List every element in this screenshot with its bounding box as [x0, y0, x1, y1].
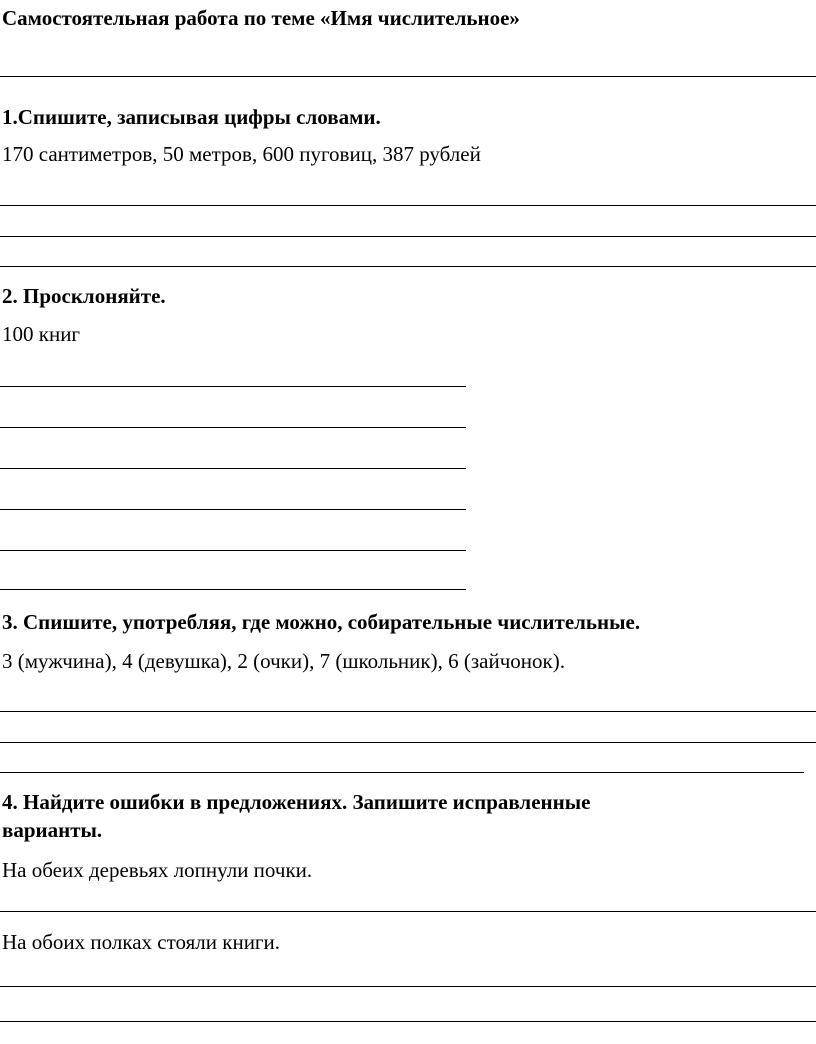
answer-line: [0, 589, 466, 590]
task4-sentence2: На обоих полках стояли книги.: [2, 930, 281, 954]
answer-line: [0, 386, 466, 387]
answer-line: [0, 911, 816, 912]
answer-line: [0, 986, 816, 987]
task2-heading: 2. Просклоняйте.: [2, 284, 166, 308]
answer-line: [0, 711, 816, 712]
task1-text: 170 сантиметров, 50 метров, 600 пуговиц, 387 рублей: [2, 142, 481, 166]
task4-heading-line1: 4. Найдите ошибки в предложениях. Запишите исправленные: [2, 790, 591, 814]
answer-line: [0, 772, 804, 773]
task1-heading: 1.Спишите, записывая цифры словами.: [2, 105, 381, 129]
answer-line: [0, 742, 816, 743]
task3-heading: 3. Спишите, употребляя, где можно, собирательные числительные.: [2, 610, 641, 634]
answer-line: [0, 427, 466, 428]
answer-line: [0, 236, 816, 237]
answer-line: [0, 205, 816, 206]
task4-heading-line2: варианты.: [2, 818, 103, 842]
task4-sentence1: На обеих деревьях лопнули почки.: [2, 858, 313, 882]
answer-line: [0, 76, 816, 77]
answer-line: [0, 509, 466, 510]
task3-text: 3 (мужчина), 4 (девушка), 2 (очки), 7 (школьник), 6 (зайчонок).: [2, 649, 565, 673]
answer-line: [0, 468, 466, 469]
answer-line: [0, 266, 816, 267]
task2-text: 100 книг: [2, 322, 81, 346]
answer-line: [0, 1021, 816, 1022]
answer-line: [0, 550, 466, 551]
page-title: Самостоятельная работа по теме «Имя числительное»: [2, 6, 520, 30]
